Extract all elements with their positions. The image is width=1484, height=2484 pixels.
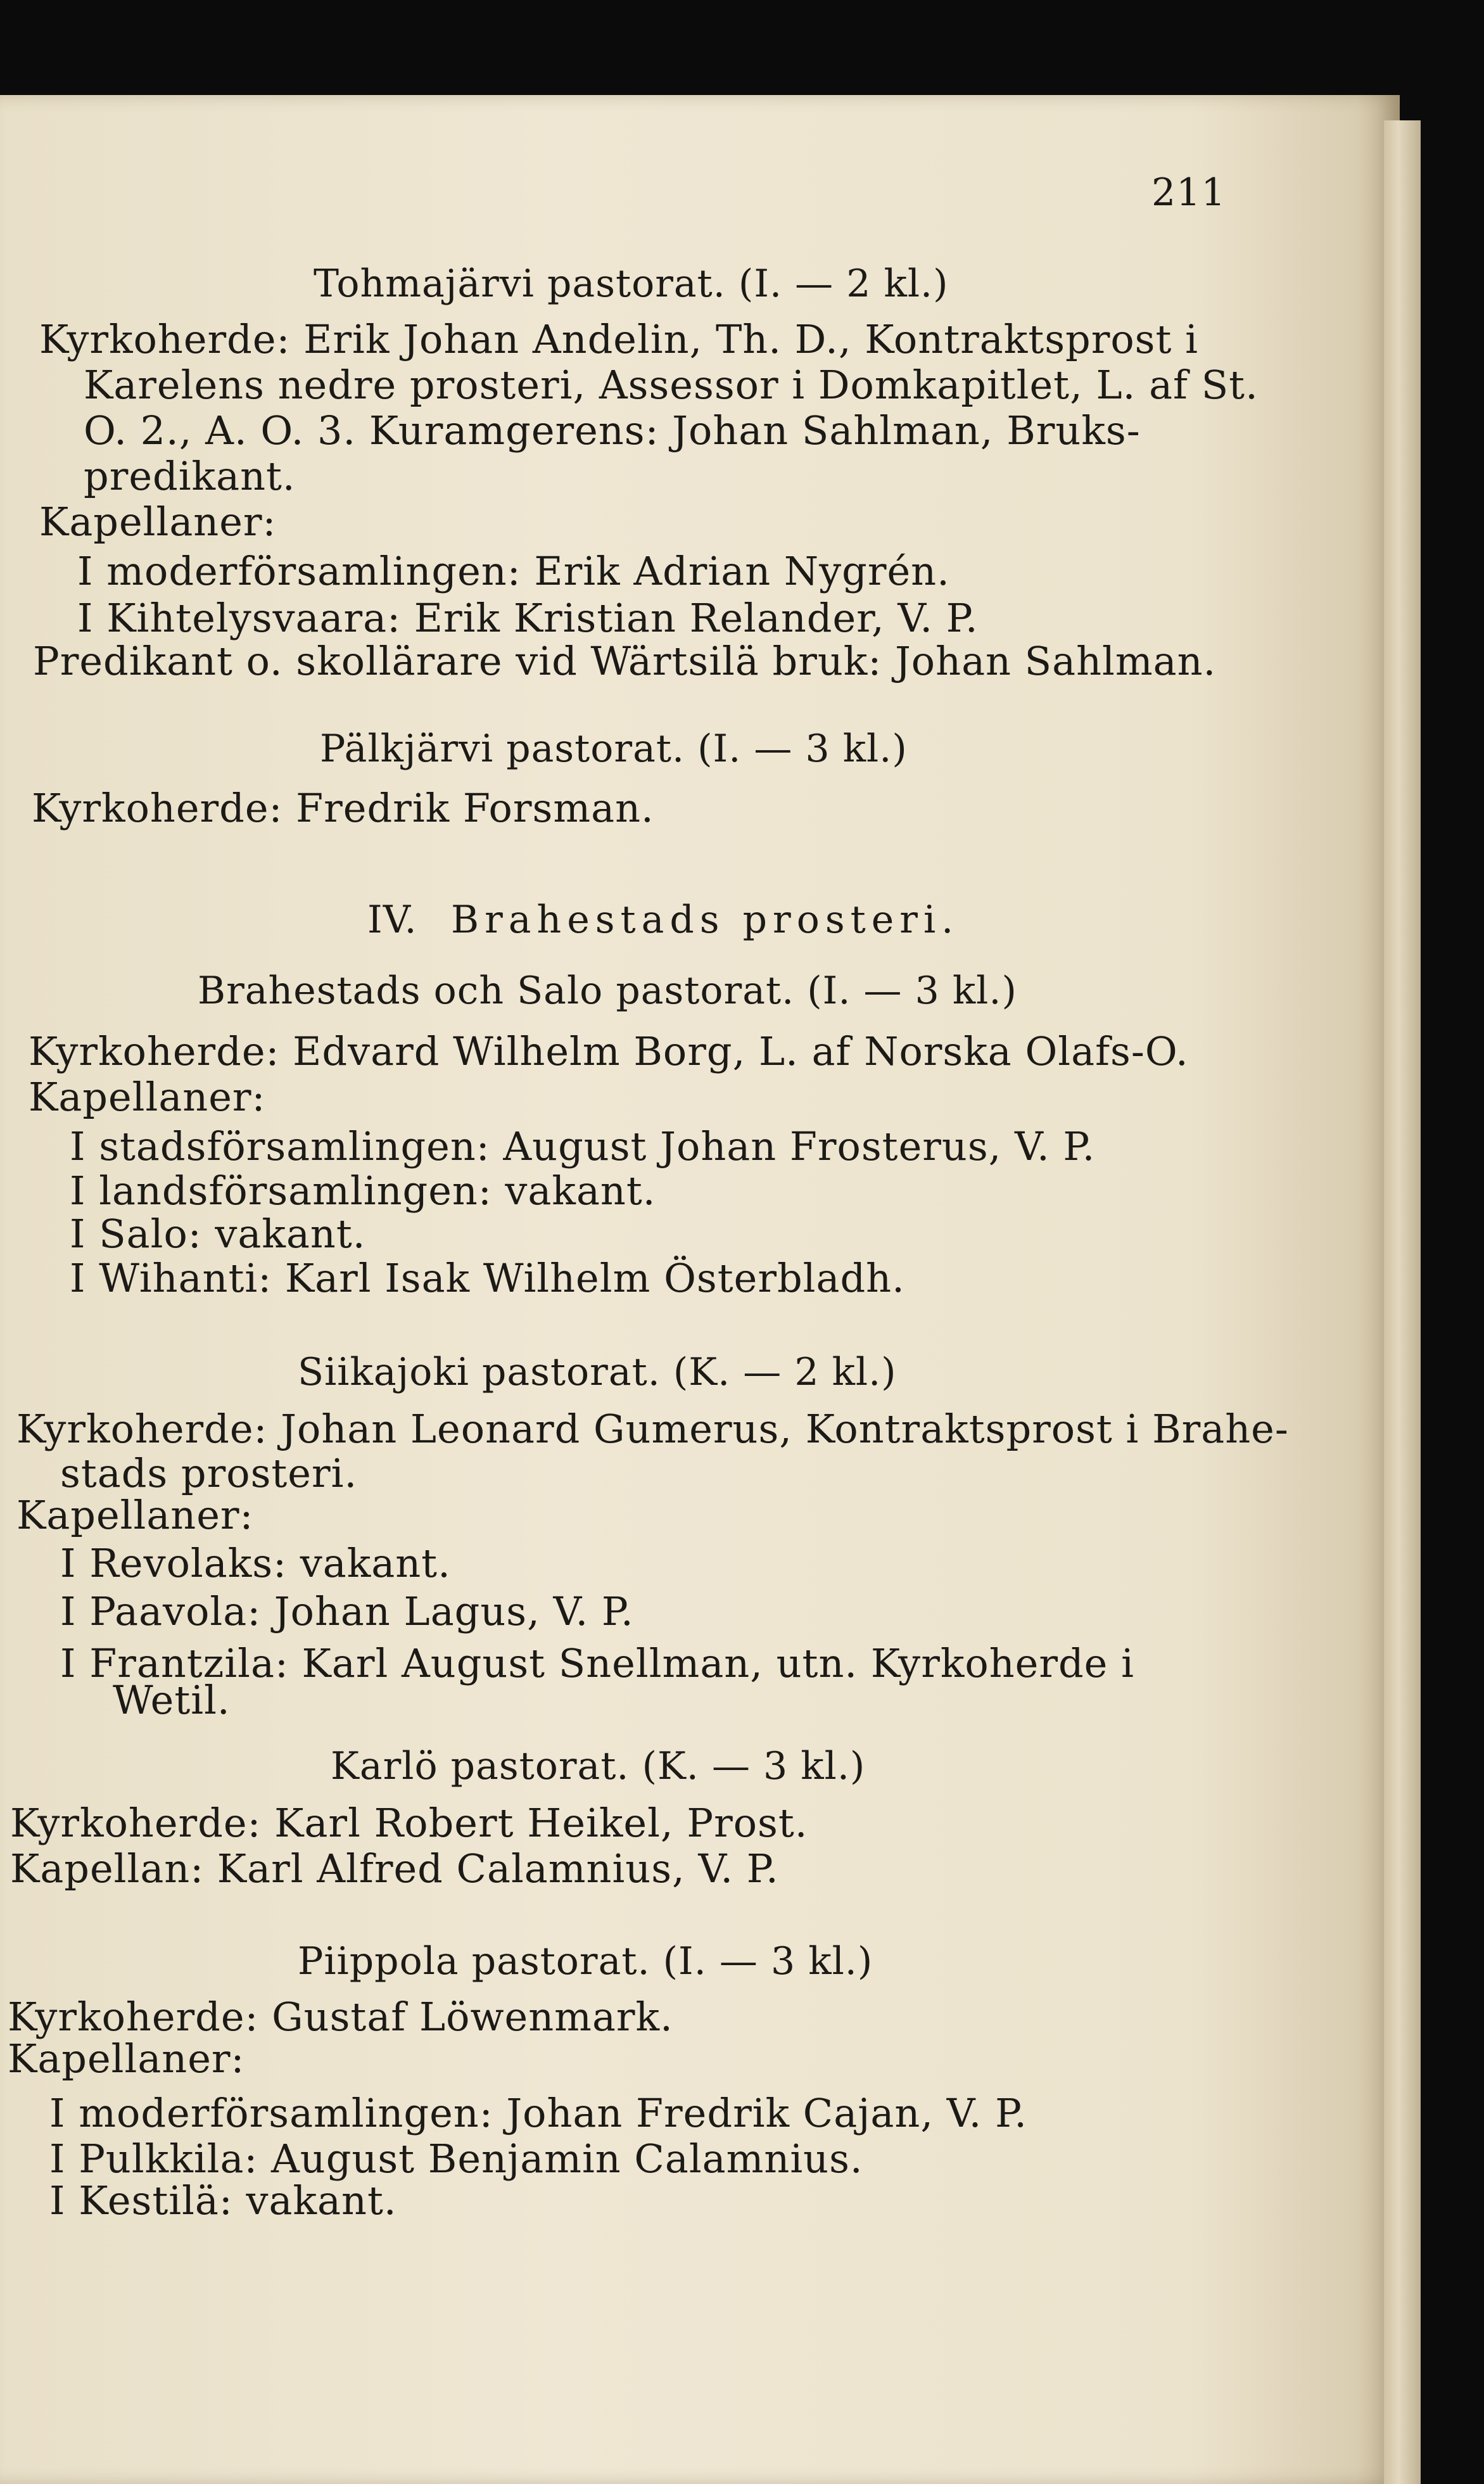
text-line: stads prosteri.: [60, 1450, 358, 1496]
section-heading: Piippola pastorat. (I. — 3 kl.): [298, 1939, 873, 1984]
text-line: Kyrkoherde: Karl Robert Heikel, Prost.: [10, 1800, 808, 1846]
text-line: Kapellaner:: [8, 2035, 245, 2082]
text-line: Kyrkoherde: Gustaf Löwenmark.: [8, 1994, 673, 2040]
text-line: I landsförsamlingen: vakant.: [70, 1168, 656, 1214]
text-line: I moderförsamlingen: Erik Adrian Nygrén.: [77, 548, 950, 594]
chapter-number: IV.: [367, 898, 417, 942]
text-line: I moderförsamlingen: Johan Fredrik Cajan, V. P.: [49, 2090, 1027, 2136]
text-line: I Revolaks: vakant.: [60, 1540, 451, 1586]
text-line: Karelens nedre prosteri, Assessor i Domkapitlet, L. af St.: [84, 362, 1259, 408]
text-line: Kapellaner:: [29, 1074, 266, 1120]
section-heading: Karlö pastorat. (K. — 3 kl.): [331, 1744, 866, 1788]
section-heading: Tohmajärvi pastorat. (I. — 2 kl.): [314, 262, 949, 306]
section-heading: Brahestads och Salo pastorat. (I. — 3 kl.): [198, 969, 1017, 1013]
text-line: I Frantzila: Karl August Snellman, utn. Kyrkoherde i: [60, 1640, 1134, 1686]
text-line: Kyrkoherde: Johan Leonard Gumerus, Kontraktsprost i Brahe-: [16, 1406, 1289, 1452]
text-line: I Wihanti: Karl Isak Wilhelm Österbladh.: [70, 1255, 905, 1301]
text-line: O. 2., A. O. 3. Kuramgerens: Johan Sahlman, Bruks-: [84, 407, 1141, 454]
chapter-title: Brahestads prosteri.: [451, 898, 960, 942]
section-heading: Siikajoki pastorat. (K. — 2 kl.): [298, 1350, 897, 1394]
text-line: Kyrkoherde: Fredrik Forsman.: [32, 785, 654, 831]
section-heading: Pälkjärvi pastorat. (I. — 3 kl.): [320, 727, 908, 771]
text-line: I Kihtelysvaara: Erik Kristian Relander, V. P.: [77, 595, 979, 641]
text-line: Kapellan: Karl Alfred Calamnius, V. P.: [10, 1845, 779, 1892]
text-line: predikant.: [84, 453, 296, 499]
text-line: Kapellaner:: [39, 499, 277, 545]
text-line: Kyrkoherde: Erik Johan Andelin, Th. D., Kontraktsprost i: [39, 316, 1198, 362]
text-line: I Pulkkila: August Benjamin Calamnius.: [49, 2136, 863, 2182]
text-line: Kapellaner:: [16, 1492, 254, 1538]
page-number: 211: [1151, 170, 1226, 215]
text-line: I Salo: vakant.: [70, 1211, 366, 1257]
text-line: Predikant o. skollärare vid Wärtsilä bruk: Johan Sahlman.: [33, 638, 1217, 684]
text-line: Wetil.: [113, 1677, 231, 1723]
text-line: I stadsförsamlingen: August Johan Frosterus, V. P.: [70, 1123, 1096, 1169]
text-line: Kyrkoherde: Edvard Wilhelm Borg, L. af Norska Olafs-O.: [29, 1028, 1189, 1074]
text-line: I Kestilä: vakant.: [49, 2177, 397, 2224]
text-line: I Paavola: Johan Lagus, V. P.: [60, 1588, 634, 1634]
